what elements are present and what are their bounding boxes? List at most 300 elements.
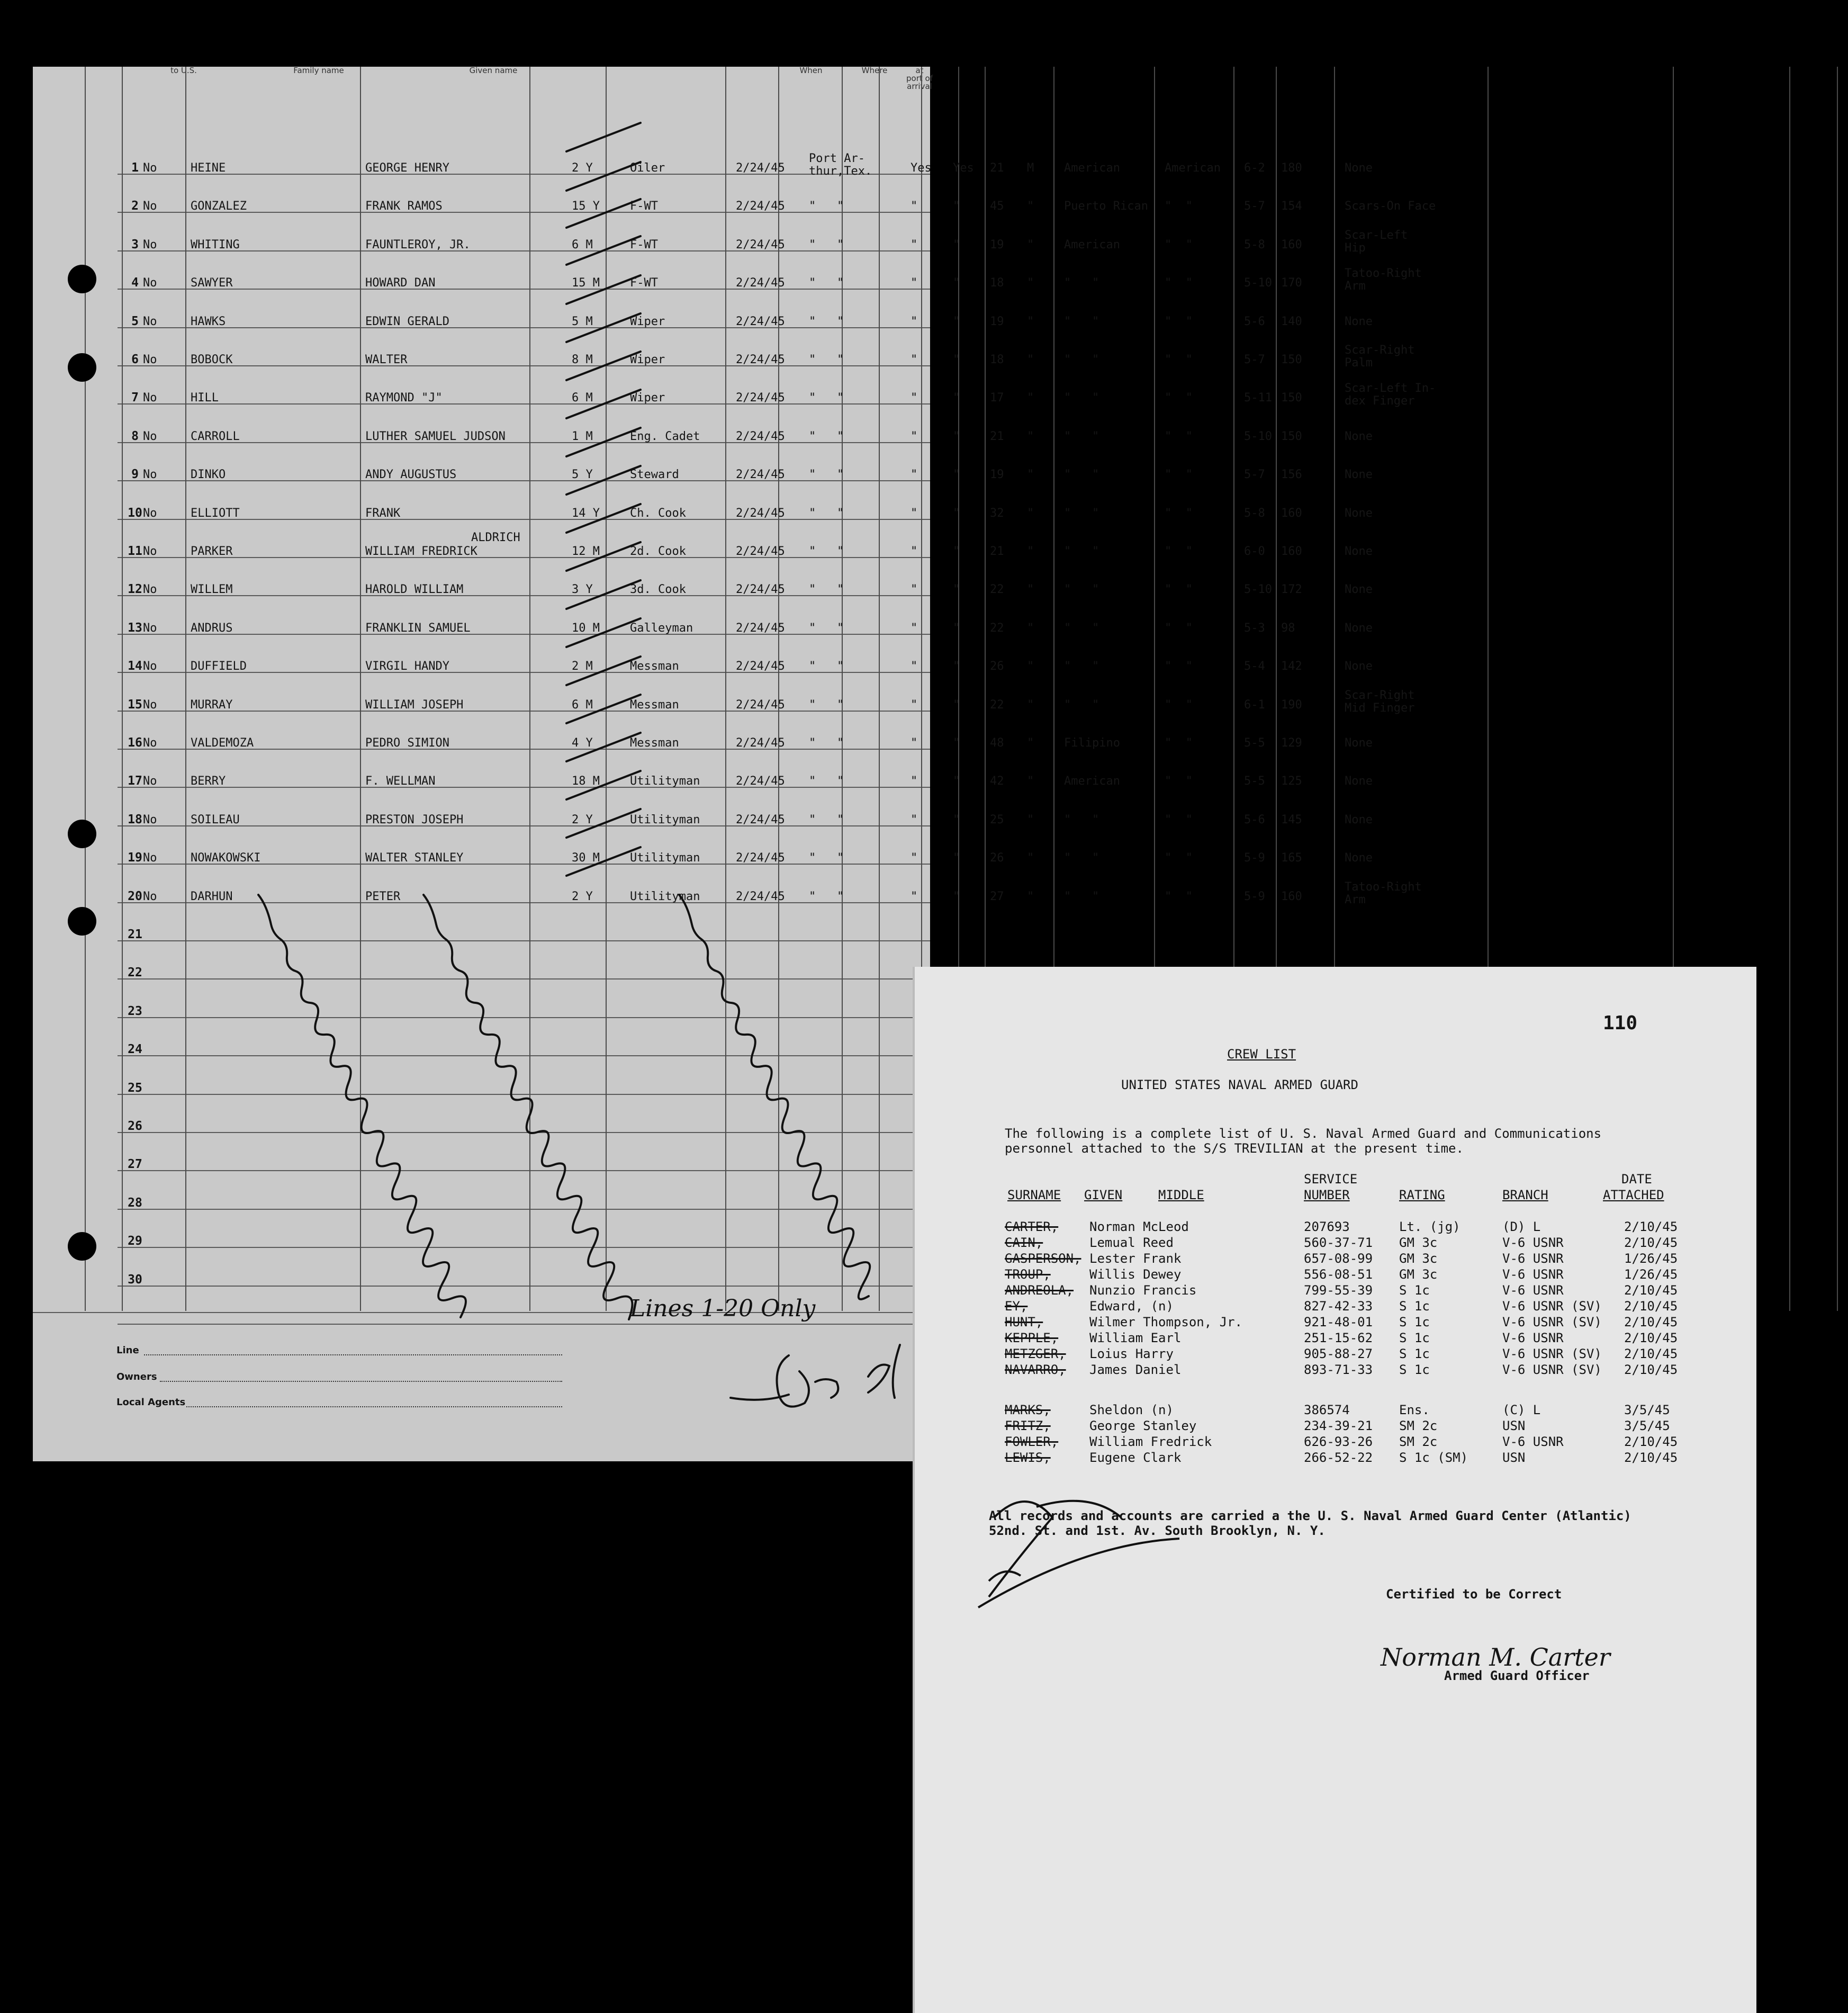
row-number: 18 — [128, 812, 142, 826]
crew-given: PETER — [365, 889, 401, 903]
crew-age: 22 — [990, 583, 1004, 597]
crew-nationality: " " — [1165, 391, 1193, 405]
crew-sex: " — [1027, 698, 1034, 712]
crew-where: " " — [809, 851, 844, 865]
crew-marks: Scar-Left In- dex Finger — [1345, 382, 1436, 408]
crew-capacity: Messman — [630, 660, 679, 673]
crew-family: SOILEAU — [191, 813, 240, 826]
crew-where: " " — [809, 238, 844, 251]
crew-capacity: Messman — [630, 698, 679, 712]
crew-given: WILLIAM FREDRICK — [365, 545, 477, 558]
crew-nationality: American — [1165, 161, 1221, 175]
crew-weight: 154 — [1281, 200, 1302, 213]
crew-where: " " — [809, 200, 844, 213]
crew-when: 2/24/45 — [736, 238, 785, 251]
memo-surname: FRITZ, — [1005, 1418, 1051, 1433]
row-number: 14 — [128, 659, 142, 673]
crew-c2: " — [953, 775, 960, 788]
memo-surname: HUNT, — [1005, 1315, 1043, 1329]
crew-sex: " — [1027, 200, 1034, 213]
crew-service: 4 Y — [572, 736, 593, 750]
crew-height: 5-11 — [1244, 391, 1272, 405]
row-number: 6 — [131, 353, 139, 366]
memo-header-middle: MIDDLE — [1158, 1188, 1204, 1202]
memo-branch: V-6 USNR — [1502, 1251, 1564, 1266]
crew-marks: None — [1345, 621, 1373, 635]
crew-when: 2/24/45 — [736, 583, 785, 597]
crew-age: 21 — [990, 161, 1004, 175]
crew-service: 14 Y — [572, 506, 600, 520]
memo-signature: Norman M. Carter — [1381, 1643, 1610, 1671]
row-number: 24 — [128, 1043, 142, 1057]
crew-service: 6 M — [572, 698, 593, 712]
crew-capacity: Utilityman — [630, 775, 700, 788]
crew-nationality: " " — [1165, 736, 1193, 750]
memo-surname: KEPPLE, — [1005, 1331, 1059, 1345]
crew-age: 26 — [990, 851, 1004, 865]
crew-age: 22 — [990, 621, 1004, 635]
crew-race: American — [1064, 161, 1120, 175]
crew-where: " " — [809, 391, 844, 405]
memo-service-number: 657-08-99 — [1304, 1251, 1373, 1266]
crew-c2: " — [953, 583, 960, 597]
crew-c1: Yes — [911, 161, 932, 175]
row-number: 9 — [131, 468, 139, 482]
crew-service: 6 M — [572, 391, 593, 405]
memo-given-name: Willis Dewey — [1089, 1267, 1182, 1282]
crew-capacity: F-WT — [630, 238, 658, 251]
crew-family: WILLEM — [191, 583, 233, 597]
memo-records-line1: All records and accounts are carried a the U. S. Naval Armed Guard Center (Atlantic) — [989, 1508, 1631, 1523]
crew-when: 2/24/45 — [736, 775, 785, 788]
row-number: 10 — [128, 506, 142, 520]
crew-service: 1 M — [572, 429, 593, 443]
crew-c2: Yes — [953, 161, 974, 175]
crew-marks: None — [1345, 813, 1373, 826]
row-number: 22 — [128, 966, 142, 980]
memo-service-number: 386574 — [1304, 1403, 1350, 1417]
crew-weight: 142 — [1281, 660, 1302, 673]
crew-weight: 160 — [1281, 238, 1302, 251]
memo-officer-title: Armed Guard Officer — [1444, 1668, 1590, 1683]
memo-rating: S 1c — [1399, 1346, 1430, 1361]
crew-race: " " — [1064, 506, 1099, 520]
crew-capacity: F-WT — [630, 200, 658, 213]
crew-weight: 156 — [1281, 468, 1302, 482]
crew-given: WALTER — [365, 353, 408, 366]
crew-age: 22 — [990, 698, 1004, 712]
crew-us: No — [143, 391, 157, 405]
crew-race: American — [1064, 238, 1120, 251]
memo-header-service: SERVICE — [1304, 1172, 1358, 1187]
crew-c1: " — [911, 391, 918, 405]
memo-given-name: Sheldon (n) — [1089, 1403, 1174, 1417]
crew-service: 2 Y — [572, 889, 593, 903]
crew-sex: " — [1027, 276, 1034, 290]
crew-given: PRESTON JOSEPH — [365, 813, 464, 826]
row-number: 23 — [128, 1004, 142, 1018]
footer-local-agents-label: Local Agents — [116, 1397, 186, 1408]
memo-given-name: Norman McLeod — [1089, 1219, 1189, 1234]
crew-marks: None — [1345, 161, 1373, 175]
crew-marks: None — [1345, 851, 1373, 865]
crew-given: LUTHER SAMUEL JUDSON — [365, 429, 506, 443]
crew-marks: None — [1345, 314, 1373, 328]
crew-height: 6-0 — [1244, 545, 1265, 558]
memo-branch: V-6 USNR (SV) — [1502, 1315, 1602, 1329]
crew-c1: " — [911, 468, 918, 482]
crew-where: " " — [809, 429, 844, 443]
row-number: 20 — [128, 889, 142, 903]
crew-family: MURRAY — [191, 698, 233, 712]
crew-height: 5-6 — [1244, 813, 1265, 826]
crew-us: No — [143, 660, 157, 673]
crew-marks: None — [1345, 736, 1373, 750]
crew-nationality: " " — [1165, 775, 1193, 788]
memo-rating: S 1c — [1399, 1362, 1430, 1377]
memo-header-given: GIVEN — [1084, 1188, 1123, 1202]
crew-service: 5 Y — [572, 468, 593, 482]
crew-where: " " — [809, 736, 844, 750]
crew-service: 30 M — [572, 851, 600, 865]
crew-weight: 170 — [1281, 276, 1302, 290]
crew-race: " " — [1064, 813, 1099, 826]
crew-given: WILLIAM JOSEPH — [365, 698, 464, 712]
memo-certified: Certified to be Correct — [1386, 1587, 1562, 1602]
memo-branch: (C) L — [1502, 1403, 1541, 1417]
memo-intro-line2: personnel attached to the S/S TREVILIAN at the present time. — [1005, 1141, 1464, 1156]
crew-sex: " — [1027, 660, 1034, 673]
crew-weight: 150 — [1281, 353, 1302, 366]
row-number: 19 — [128, 851, 142, 865]
crew-us: No — [143, 889, 157, 903]
crew-where: " " — [809, 889, 844, 903]
footer-line-label: Line — [116, 1345, 139, 1356]
row-number: 21 — [128, 928, 142, 941]
crew-c1: " — [911, 506, 918, 520]
crew-race: " " — [1064, 276, 1099, 290]
crew-nationality: " " — [1165, 545, 1193, 558]
crew-where: " " — [809, 545, 844, 558]
memo-service-number: 626-93-26 — [1304, 1434, 1373, 1449]
crew-given: RAYMOND "J" — [365, 391, 443, 405]
crew-c1: " — [911, 545, 918, 558]
crew-capacity: Oiler — [630, 161, 665, 175]
crew-c1: " — [911, 698, 918, 712]
crew-service: 15 M — [572, 276, 600, 290]
crew-c2: " — [953, 736, 960, 750]
memo-branch: V-6 USNR (SV) — [1502, 1346, 1602, 1361]
crew-sex: " — [1027, 851, 1034, 865]
crew-where: " " — [809, 698, 844, 712]
crew-c1: " — [911, 238, 918, 251]
crew-family: HEINE — [191, 161, 226, 175]
crew-when: 2/24/45 — [736, 161, 785, 175]
crew-us: No — [143, 468, 157, 482]
crew-given: EDWIN GERALD — [365, 314, 449, 328]
crew-family: GONZALEZ — [191, 200, 247, 213]
crew-when: 2/24/45 — [736, 276, 785, 290]
crew-c1: " — [911, 276, 918, 290]
crew-capacity: Wiper — [630, 353, 665, 366]
crew-race: " " — [1064, 851, 1099, 865]
crew-age: 21 — [990, 429, 1004, 443]
crew-nationality: " " — [1165, 506, 1193, 520]
row-number: 26 — [128, 1119, 142, 1133]
crew-age: 26 — [990, 660, 1004, 673]
row-number: 8 — [131, 429, 139, 443]
memo-records-line2: 52nd. St. and 1st. Av. South Brooklyn, N. Y. — [989, 1523, 1326, 1538]
memo-date-attached: 2/10/45 — [1624, 1331, 1678, 1345]
crew-given: FRANK RAMOS — [365, 200, 443, 213]
crew-weight: 150 — [1281, 391, 1302, 405]
crew-given: PEDRO SIMION — [365, 736, 449, 750]
crew-marks: Scar-Right Palm — [1345, 344, 1415, 370]
crew-service: 5 M — [572, 314, 593, 328]
crew-given: F. WELLMAN — [365, 775, 436, 788]
crew-us: No — [143, 698, 157, 712]
crew-weight: 145 — [1281, 813, 1302, 826]
crew-weight: 160 — [1281, 889, 1302, 903]
crew-capacity: Utilityman — [630, 889, 700, 903]
crew-when: 2/24/45 — [736, 353, 785, 366]
row-number: 1 — [131, 161, 139, 175]
crew-nationality: " " — [1165, 468, 1193, 482]
crew-height: 5-5 — [1244, 736, 1265, 750]
crew-when: 2/24/45 — [736, 429, 785, 443]
memo-date-attached: 2/10/45 — [1624, 1219, 1678, 1234]
crew-given: FRANK — [365, 506, 401, 520]
crew-age: 17 — [990, 391, 1004, 405]
crew-service: 6 M — [572, 238, 593, 251]
memo-rating: Lt. (jg) — [1399, 1219, 1461, 1234]
crew-us: No — [143, 621, 157, 635]
memo-service-number: 560-37-71 — [1304, 1235, 1373, 1250]
memo-scrawl — [915, 1486, 1756, 1644]
crew-where: " " — [809, 276, 844, 290]
crew-where: " " — [809, 775, 844, 788]
crew-family: HAWKS — [191, 314, 226, 328]
crew-given: ANDY AUGUSTUS — [365, 468, 457, 482]
crew-given-extra: ALDRICH — [471, 531, 520, 544]
crew-sex: " — [1027, 314, 1034, 328]
crew-family: BOBOCK — [191, 353, 233, 366]
crew-where: " " — [809, 660, 844, 673]
crew-capacity: Utilityman — [630, 851, 700, 865]
crew-marks: Scar-Right Mid Finger — [1345, 688, 1415, 715]
crew-given: VIRGIL HANDY — [365, 660, 449, 673]
memo-header-number: NUMBER — [1304, 1188, 1350, 1202]
crew-c2: " — [953, 200, 960, 213]
crew-race: " " — [1064, 314, 1099, 328]
memo-branch: V-6 USNR — [1502, 1434, 1564, 1449]
crew-age: 48 — [990, 736, 1004, 750]
crew-capacity: Eng. Cadet — [630, 429, 700, 443]
memo-service-number: 234-39-21 — [1304, 1418, 1373, 1433]
memo-service-number: 827-42-33 — [1304, 1299, 1373, 1314]
memo-given-name: George Stanley — [1089, 1418, 1197, 1433]
crew-sex: " — [1027, 353, 1034, 366]
crew-capacity: Galleyman — [630, 621, 693, 635]
crew-weight: 165 — [1281, 851, 1302, 865]
crew-sex: " — [1027, 545, 1034, 558]
memo-header-date: DATE — [1621, 1172, 1652, 1187]
memo-service-number: 799-55-39 — [1304, 1283, 1373, 1298]
memo-subtitle: UNITED STATES NAVAL ARMED GUARD — [1121, 1077, 1358, 1092]
crew-race: American — [1064, 775, 1120, 788]
crew-weight: 150 — [1281, 429, 1302, 443]
crew-race: " " — [1064, 583, 1099, 597]
crew-c2: " — [953, 851, 960, 865]
crew-us: No — [143, 314, 157, 328]
crew-race: " " — [1064, 889, 1099, 903]
crew-nationality: " " — [1165, 583, 1193, 597]
crew-height: 5-9 — [1244, 889, 1265, 903]
crew-us: No — [143, 238, 157, 251]
memo-given-name: William Fredrick — [1089, 1434, 1212, 1449]
crew-family: ANDRUS — [191, 621, 233, 635]
crew-age: 25 — [990, 813, 1004, 826]
crew-marks: None — [1345, 468, 1373, 482]
memo-branch: V-6 USNR — [1502, 1331, 1564, 1345]
memo-rating: SM 2c — [1399, 1418, 1438, 1433]
memo-given-name: Wilmer Thompson, Jr. — [1089, 1315, 1242, 1329]
crew-family: PARKER — [191, 545, 233, 558]
crew-marks: Tatoo-Right Arm — [1345, 880, 1422, 906]
crew-service: 8 M — [572, 353, 593, 366]
crew-height: 5-9 — [1244, 851, 1265, 865]
crew-c1: " — [911, 314, 918, 328]
crew-nationality: " " — [1165, 276, 1193, 290]
memo-date-attached: 3/5/45 — [1624, 1403, 1670, 1417]
row-number: 25 — [128, 1081, 142, 1095]
memo-rating: S 1c — [1399, 1299, 1430, 1314]
crew-sex: " — [1027, 429, 1034, 443]
crew-c1: " — [911, 889, 918, 903]
crew-weight: 98 — [1281, 621, 1295, 635]
memo-rating: GM 3c — [1399, 1267, 1438, 1282]
crew-c2: " — [953, 698, 960, 712]
crew-weight: 172 — [1281, 583, 1302, 597]
memo-date-attached: 1/26/45 — [1624, 1251, 1678, 1266]
crew-family: VALDEMOZA — [191, 736, 254, 750]
crew-weight: 190 — [1281, 698, 1302, 712]
crew-sex: " — [1027, 506, 1034, 520]
crew-us: No — [143, 583, 157, 597]
memo-date-attached: 2/10/45 — [1624, 1299, 1678, 1314]
crew-marks: None — [1345, 583, 1373, 597]
memo-branch: USN — [1502, 1418, 1526, 1433]
crew-height: 5-7 — [1244, 200, 1265, 213]
crew-where: Port Ar- thur,Tex. — [809, 152, 872, 178]
crew-service: 2 Y — [572, 813, 593, 826]
crew-given: HAROLD WILLIAM — [365, 583, 464, 597]
crew-height: 5-7 — [1244, 468, 1265, 482]
crew-where: " " — [809, 314, 844, 328]
memo-date-attached: 3/5/45 — [1624, 1418, 1670, 1433]
memo-service-number: 207693 — [1304, 1219, 1350, 1234]
memo-date-attached: 2/10/45 — [1624, 1346, 1678, 1361]
crew-sex: " — [1027, 813, 1034, 826]
crew-c2: " — [953, 391, 960, 405]
crew-given: GEORGE HENRY — [365, 161, 449, 175]
memo-page-number: 110 — [1603, 1012, 1638, 1034]
crew-family: HILL — [191, 391, 219, 405]
memo-branch: V-6 USNR (SV) — [1502, 1299, 1602, 1314]
crew-us: No — [143, 200, 157, 213]
crew-height: 5-7 — [1244, 353, 1265, 366]
crew-weight: 160 — [1281, 545, 1302, 558]
crew-c2: " — [953, 889, 960, 903]
crew-family: DINKO — [191, 468, 226, 482]
crew-us: No — [143, 813, 157, 826]
crew-nationality: " " — [1165, 813, 1193, 826]
crew-family: ELLIOTT — [191, 506, 240, 520]
crew-nationality: " " — [1165, 314, 1193, 328]
crew-c1: " — [911, 736, 918, 750]
memo-given-name: Eugene Clark — [1089, 1450, 1182, 1465]
crew-age: 18 — [990, 353, 1004, 366]
memo-branch: V-6 USNR — [1502, 1235, 1564, 1250]
row-number: 5 — [131, 314, 139, 328]
memo-branch: V-6 USNR (SV) — [1502, 1362, 1602, 1377]
crew-c2: " — [953, 314, 960, 328]
crew-sex: " — [1027, 238, 1034, 251]
void-stroke-given — [423, 895, 632, 1319]
crew-family: NOWAKOWSKI — [191, 851, 261, 865]
crew-c2: " — [953, 506, 960, 520]
crew-age: 21 — [990, 545, 1004, 558]
crew-c2: " — [953, 545, 960, 558]
crew-when: 2/24/45 — [736, 200, 785, 213]
memo-given-name: Loius Harry — [1089, 1346, 1174, 1361]
memo-rating: S 1c — [1399, 1283, 1430, 1298]
crew-age: 45 — [990, 200, 1004, 213]
crew-where: " " — [809, 468, 844, 482]
memo-given-name: William Earl — [1089, 1331, 1182, 1345]
crew-when: 2/24/45 — [736, 621, 785, 635]
memo-surname: CARTER, — [1005, 1219, 1059, 1234]
crew-nationality: " " — [1165, 429, 1193, 443]
memo-service-number: 556-08-51 — [1304, 1267, 1373, 1282]
crew-marks: Tatoo-Right Arm — [1345, 267, 1422, 293]
crew-race: " " — [1064, 391, 1099, 405]
crew-marks: Scar-Left Hip — [1345, 228, 1408, 255]
crew-weight: 160 — [1281, 506, 1302, 520]
crew-race: " " — [1064, 468, 1099, 482]
crew-race: " " — [1064, 353, 1099, 366]
memo-title: CREW LIST — [1227, 1047, 1296, 1062]
crew-family: SAWYER — [191, 276, 233, 290]
crew-where: " " — [809, 353, 844, 366]
crew-service: 10 M — [572, 621, 600, 635]
crew-when: 2/24/45 — [736, 468, 785, 482]
memo-date-attached: 2/10/45 — [1624, 1434, 1678, 1449]
handwritten-note: Lines 1-20 Only — [630, 1295, 816, 1322]
crew-c2: " — [953, 238, 960, 251]
crew-age: 18 — [990, 276, 1004, 290]
memo-surname: TROUP, — [1005, 1267, 1051, 1282]
crew-capacity: Messman — [630, 736, 679, 750]
row-number: 27 — [128, 1157, 142, 1172]
crew-race: " " — [1064, 429, 1099, 443]
memo-header-attached: ATTACHED — [1603, 1188, 1664, 1202]
memo-header-branch: BRANCH — [1502, 1188, 1548, 1202]
memo-rating: SM 2c — [1399, 1434, 1438, 1449]
memo-service-number: 251-15-62 — [1304, 1331, 1373, 1345]
memo-date-attached: 2/10/45 — [1624, 1450, 1678, 1465]
crew-marks: None — [1345, 775, 1373, 788]
